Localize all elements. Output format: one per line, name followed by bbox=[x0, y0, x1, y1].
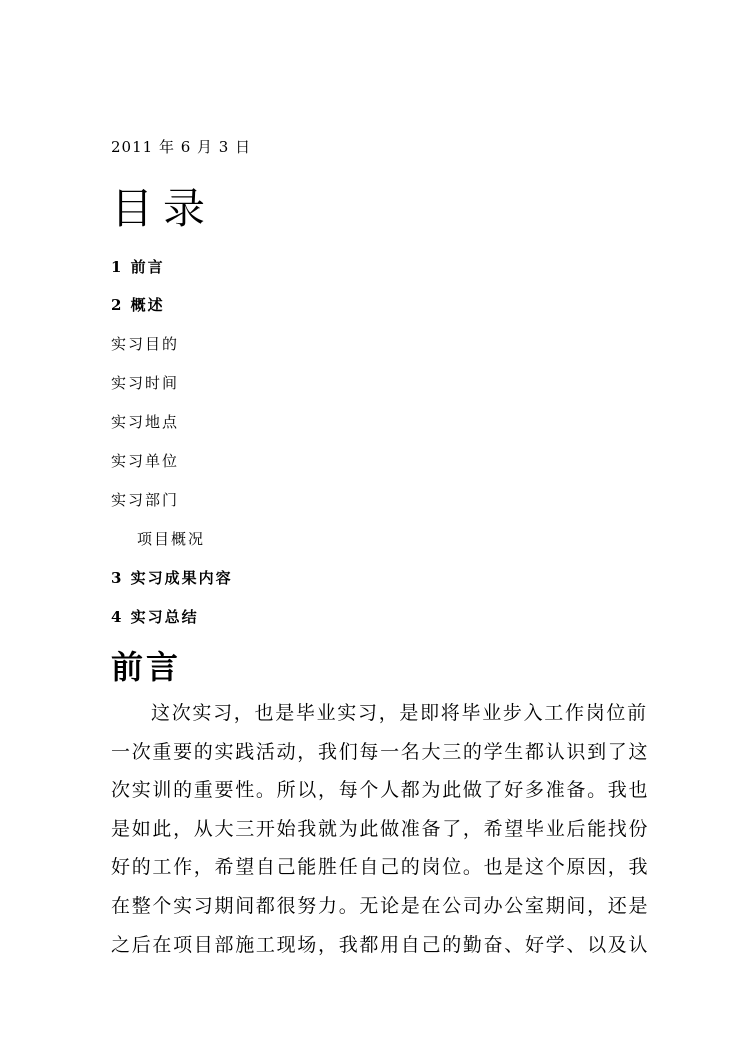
document-date: 2011 年 6 月 3 日 bbox=[111, 138, 252, 156]
toc-heading: 目录 bbox=[111, 184, 216, 233]
paragraph-line: 一次重要的实践活动，我们每一名大三的学生都认识到了这 bbox=[111, 740, 650, 763]
paragraph-line: 这次实习，也是毕业实习，是即将毕业步入工作岗位前 bbox=[151, 702, 648, 724]
paragraph-line: 好的工作，希望自己能胜任自己的岗位。也是这个原因，我 bbox=[111, 856, 650, 879]
toc-item-summary[interactable]: 4 实习总结 bbox=[111, 608, 199, 626]
section-heading-preface: 前言 bbox=[111, 648, 182, 686]
toc-item-preface[interactable]: 1 前言 bbox=[111, 258, 165, 276]
preface-paragraph bbox=[111, 694, 650, 964]
toc-item-overview[interactable]: 2 概述 bbox=[111, 296, 165, 314]
toc-item-time[interactable]: 实习时间 bbox=[111, 374, 180, 392]
toc-item-results[interactable]: 3 实习成果内容 bbox=[111, 569, 233, 587]
paragraph-line: 之后在项目部施工现场，我都用自己的勤奋、好学、以及认 bbox=[111, 933, 650, 956]
toc-item-department[interactable]: 实习部门 bbox=[111, 491, 180, 509]
toc-item-project-overview[interactable]: 项目概况 bbox=[137, 530, 206, 548]
paragraph-line: 是如此，从大三开始我就为此做准备了，希望毕业后能找份 bbox=[111, 817, 650, 840]
toc-item-location[interactable]: 实习地点 bbox=[111, 413, 180, 431]
paragraph-line: 在整个实习期间都很努力。无论是在公司办公室期间，还是 bbox=[111, 894, 650, 917]
toc-item-purpose[interactable]: 实习目的 bbox=[111, 335, 180, 353]
paragraph-line: 次实训的重要性。所以，每个人都为此做了好多准备。我也 bbox=[111, 779, 650, 802]
toc-item-company[interactable]: 实习单位 bbox=[111, 452, 180, 470]
